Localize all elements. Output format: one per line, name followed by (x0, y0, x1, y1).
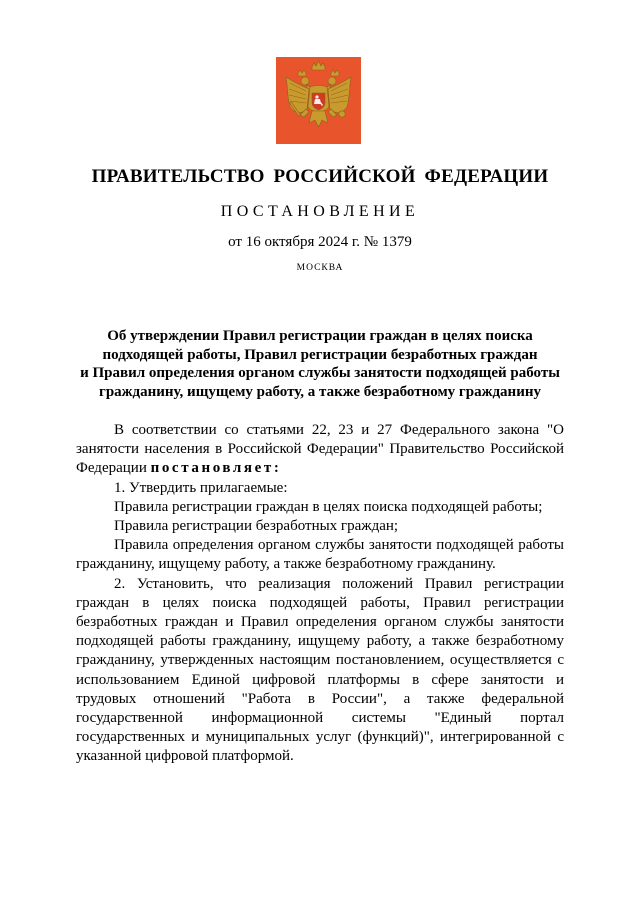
document-subject (76, 327, 564, 401)
subject-line: подходящей работы, Правил регистрации безработных граждан (102, 346, 538, 363)
intro-text: В соответствии со статьями 22, 23 и 27 Федерального закона "О занятости населения в Российской Федерации" Правительство Российской Федерации (76, 422, 564, 477)
item-2: 2. Установить, что реализация положений Правил регистрации граждан в целях поиска подходящей работы, Правил регистрации безработных граждан и Правил определения органом службы занятости подходящей работы гражданину, ищущему работу, а также безработному гражданину, утвержденных настоящим постановлением, осуществляется с использованием Единой цифровой платформы в сфере занятости и трудовых отношений "Работа в России", а также федеральной государственной информационной системы "Единый портал государственных и муниципальных услуг (функций)", интегрированной с указанной цифровой платформой. (76, 575, 564, 765)
rule-3: Правила определения органом службы занятости подходящей работы гражданину, ищущему работу, а также безработному гражданину. (76, 537, 564, 573)
document-body (76, 421, 564, 767)
subject-line: гражданину, ищущему работу, а также безработному гражданину (99, 383, 541, 400)
item-1: 1. Утвердить прилагаемые: (114, 479, 288, 496)
coat-of-arms (276, 57, 361, 144)
coat-of-arms-icon (276, 57, 361, 144)
government-title: ПРАВИТЕЛЬСТВО РОССИЙСКОЙ ФЕДЕРАЦИИ (91, 166, 549, 187)
intro-paragraph (76, 421, 564, 479)
document-type: ПОСТАНОВЛЕНИЕ (220, 203, 420, 220)
subject-line: Об утверждении Правил регистрации граждан в целях поиска (107, 328, 533, 344)
document-date-number: от 16 октября 2024 г. № 1379 (228, 234, 412, 250)
document-city: МОСКВА (296, 263, 344, 273)
rule-1: Правила регистрации граждан в целях поиска подходящей работы; (114, 498, 543, 515)
decree-word: постановляет: (150, 460, 282, 477)
rule-2: Правила регистрации безработных граждан; (114, 518, 399, 535)
subject-line: и Правил определения органом службы занятости подходящей работы (80, 365, 560, 381)
